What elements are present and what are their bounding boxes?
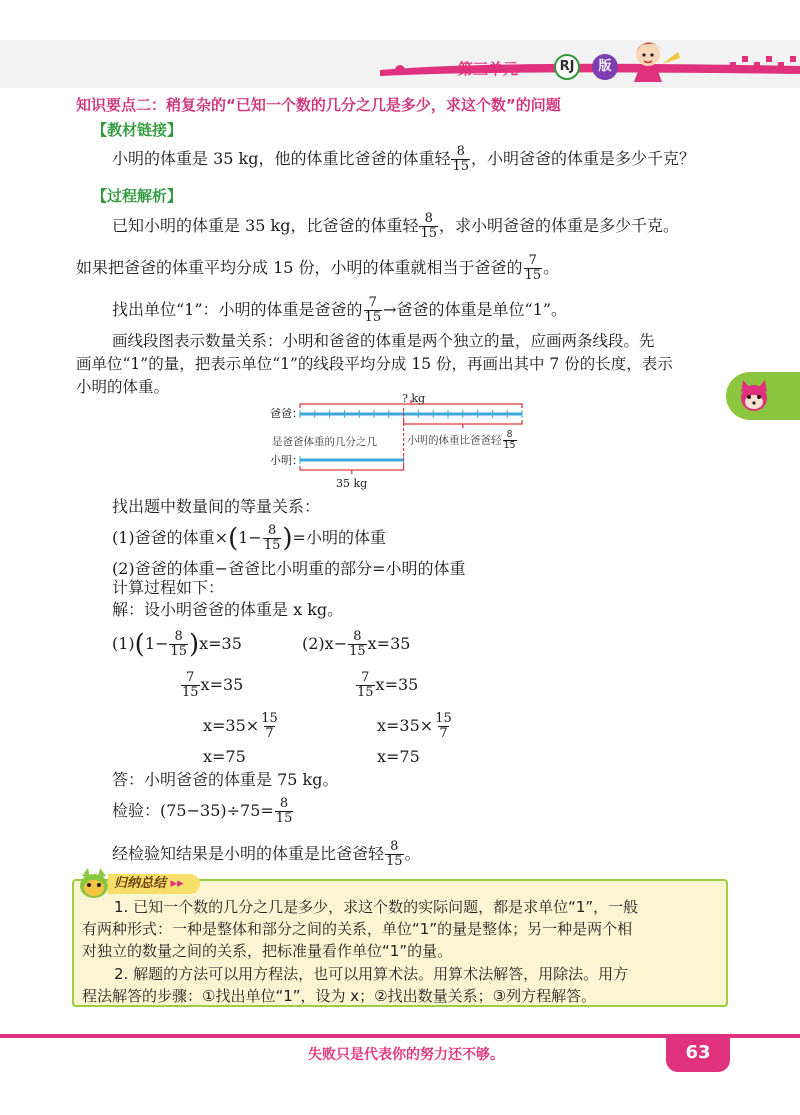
fraction: $\frac{8}{15}$ bbox=[349, 629, 366, 659]
fraction: $\frac{8}{15}$ bbox=[275, 796, 293, 826]
summary-line-2: 有两种形式：一种是整体和部分之间的关系，单位“1”的量是整体；另一种是两个相 bbox=[82, 920, 633, 938]
textbook-problem: 小明的体重是 35 kg，他的体重比爸爸的体重轻 $\frac{8}{15}$ ，小明爸爸的体重是多少千克？ bbox=[112, 144, 696, 174]
fraction: $\frac{8}{15}$ bbox=[503, 429, 516, 451]
relation-2: (2)爸爸的体重−爸爸比小明重的部分=小明的体重 bbox=[112, 559, 466, 578]
fraction: $\frac{15}{7}$ bbox=[435, 711, 452, 741]
textbook-link-tag: 【教材链接】 bbox=[92, 121, 183, 139]
process-paragraph-3: 找出单位“1”：小明的体重是爸爸的 $\frac{7}{15}$ →爸爸的体重是单位“1”。 bbox=[112, 295, 568, 325]
process-paragraph-4-line-3: 小明的体重。 bbox=[76, 378, 170, 396]
fox-mascot-icon bbox=[734, 376, 774, 416]
rj-badge: RJ bbox=[554, 54, 580, 80]
method-1-step-3: x=35× $\frac{15}{7}$ bbox=[203, 711, 278, 741]
fraction: $\frac{7}{15}$ bbox=[357, 670, 374, 700]
xiaoming-label: 小明： bbox=[270, 454, 303, 467]
method-2-result: x=75 bbox=[377, 747, 420, 766]
process-analysis-tag: 【过程解析】 bbox=[92, 187, 183, 205]
dad-label: 爸爸： bbox=[270, 407, 303, 420]
xiaoming-weight-label: 35 kg bbox=[336, 477, 368, 490]
summary-tag: 归纳总结 ▸▸ bbox=[108, 874, 200, 894]
fraction: $\frac{8}{15}$ bbox=[386, 839, 403, 869]
page-number-tab bbox=[666, 1036, 730, 1072]
fraction: $\frac{7}{15}$ bbox=[364, 295, 382, 325]
process-paragraph-4-line-1: 画线段图表示数量关系：小明和爸爸的体重是两个独立的量，应画两条线段。先 bbox=[112, 332, 655, 350]
page-number: 63 bbox=[685, 1042, 711, 1063]
answer: 答：小明爸爸的体重是 75 kg。 bbox=[112, 770, 339, 789]
fraction: $\frac{7}{15}$ bbox=[524, 253, 542, 283]
page-header bbox=[0, 40, 800, 88]
footer-motto: 失败只是代表你的努力还不够。 bbox=[308, 1047, 504, 1063]
unknown-weight-label: ? kg bbox=[402, 392, 426, 405]
section-title: 知识要点二：稍复杂的“已知一个数的几分之几是多少，求这个数”的问题 bbox=[76, 96, 561, 114]
summary-line-5: 程法解答的步骤：①找出单位“1”，设为 x；②找出数量关系；③列方程解答。 bbox=[82, 987, 597, 1005]
ban-badge: 版 bbox=[592, 54, 618, 80]
summary-line-3: 对独立的数量之间的关系，把标准量看作单位“1”的量。 bbox=[82, 942, 453, 960]
method-2-step-3: x=35× $\frac{15}{7}$ bbox=[377, 711, 452, 741]
relations-intro: 找出题中数量间的等量关系： bbox=[112, 497, 321, 516]
fraction: $\frac{8}{15}$ bbox=[263, 523, 281, 553]
check: 检验：(75−35)÷75= $\frac{8}{15}$ bbox=[112, 796, 293, 826]
method-1-result: x=75 bbox=[203, 747, 246, 766]
fraction: $\frac{8}{15}$ bbox=[420, 211, 438, 241]
method-1-step-2: $\frac{7}{15}$ x=35 bbox=[182, 670, 244, 700]
lighter-part-brace bbox=[404, 420, 522, 424]
conclusion: 经检验知结果是小明的体重是比爸爸轻 $\frac{8}{15}$ 。 bbox=[112, 839, 421, 869]
fraction-question-label: 是爸爸体重的几分之几 bbox=[272, 436, 377, 448]
solve-intro: 解：设小明爸爸的体重是 x kg。 bbox=[112, 600, 344, 619]
process-paragraph-4-line-2: 画单位“1”的量，把表示单位“1”的线段平均分成 15 份，再画出其中 7 份的长度，表示 bbox=[76, 355, 673, 373]
unit-title: 第三单元 bbox=[458, 60, 519, 78]
girl-mascot-icon bbox=[626, 34, 686, 82]
fraction: $\frac{8}{15}$ bbox=[452, 144, 470, 174]
xiaoming-brace bbox=[300, 466, 404, 470]
relation-1: (1)爸爸的体重×(1− $\frac{8}{15}$ )=小明的体重 bbox=[112, 523, 386, 554]
summary-line-1: 1. 已知一个数的几分之几是多少，求这个数的实际问题，都是求单位“1”，一般 bbox=[114, 898, 639, 916]
side-tab bbox=[726, 372, 800, 420]
segment-diagram bbox=[270, 390, 540, 492]
fraction: $\frac{15}{7}$ bbox=[261, 711, 278, 741]
summary-line-4: 2. 解题的方法可以用方程法，也可以用算术法。用算术法解答，用除法。用方 bbox=[114, 965, 629, 983]
process-paragraph-1: 已知小明的体重是 35 kg，比爸爸的体重轻 $\frac{8}{15}$ ，求小明爸爸的体重是多少千克。 bbox=[112, 211, 680, 241]
lighter-label: 小明的体重比爸爸轻 $\frac{8}{15}$ bbox=[407, 429, 516, 451]
process-paragraph-2: 如果把爸爸的体重平均分成 15 份，小明的体重就相当于爸爸的 $\frac{7}{15}$ 。 bbox=[76, 253, 560, 283]
calc-intro: 计算过程如下： bbox=[112, 578, 225, 597]
method-1-step-1: (1)(1− $\frac{8}{15}$ )x=35 bbox=[112, 629, 242, 660]
fraction: $\frac{7}{15}$ bbox=[182, 670, 199, 700]
fraction: $\frac{8}{15}$ bbox=[170, 629, 187, 659]
method-2-step-1: (2)x− $\frac{8}{15}$ x=35 bbox=[302, 629, 411, 659]
method-2-step-2: $\frac{7}{15}$ x=35 bbox=[357, 670, 419, 700]
